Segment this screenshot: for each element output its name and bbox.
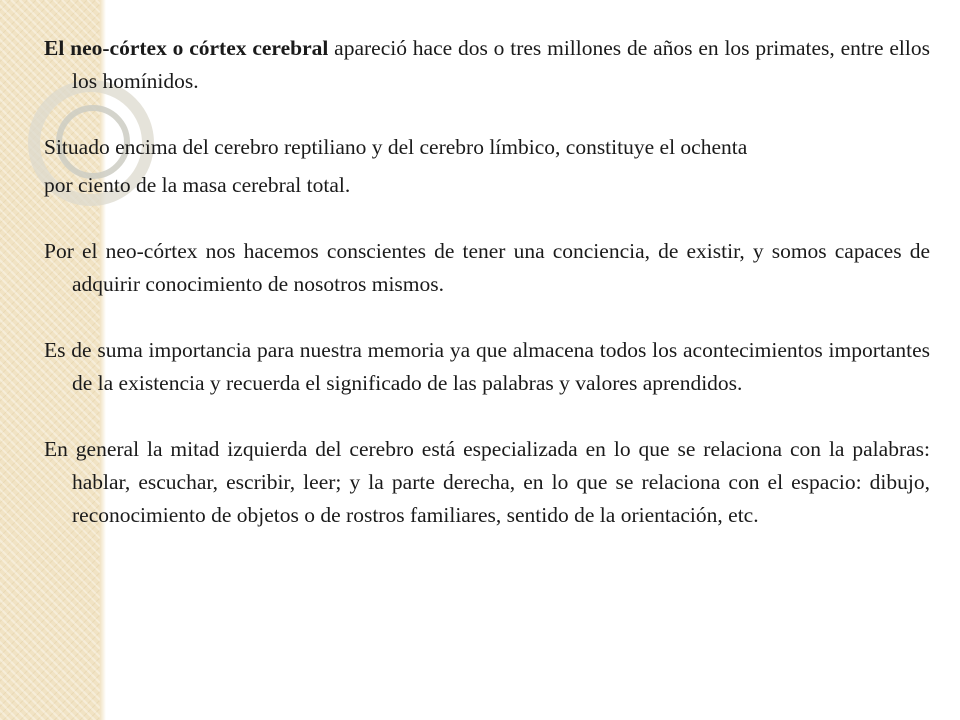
slide-body xyxy=(44,32,930,565)
paragraph-neocortex-intro xyxy=(44,32,930,98)
paragraph-memory: Es de suma importancia para nuestra memoria ya que almacena todos los acontecimientos importantes de la existencia y recuerda el significado de las palabras y valores aprendidos. xyxy=(44,338,930,395)
paragraph-text: apareció hace dos o tres millones de años en los primates, entre ellos los homínidos. xyxy=(72,36,930,93)
paragraph-location-line1: Situado encima del cerebro reptiliano y del cerebro límbico, constituye el ochenta xyxy=(44,135,748,159)
paragraph-hemispheres: En general la mitad izquierda del cerebro está especializada en lo que se relaciona con la palabras: hablar, escuchar, escribir, leer; y la parte derecha, en lo que se relaciona con el espacio: dibujo, reconocimiento de objetos o de rostros familiares, sentido de la orientación, etc. xyxy=(44,437,930,527)
paragraph-consciousness: Por el neo-córtex nos hacemos conscientes de tener una conciencia, de existir, y somos capaces de adquirir conocimiento de nosotros mismos. xyxy=(44,239,930,296)
paragraph-bold-term: El neo-córtex o córtex cerebral xyxy=(44,36,329,60)
paragraph-location-line2: por ciento de la masa cerebral total. xyxy=(44,173,351,197)
